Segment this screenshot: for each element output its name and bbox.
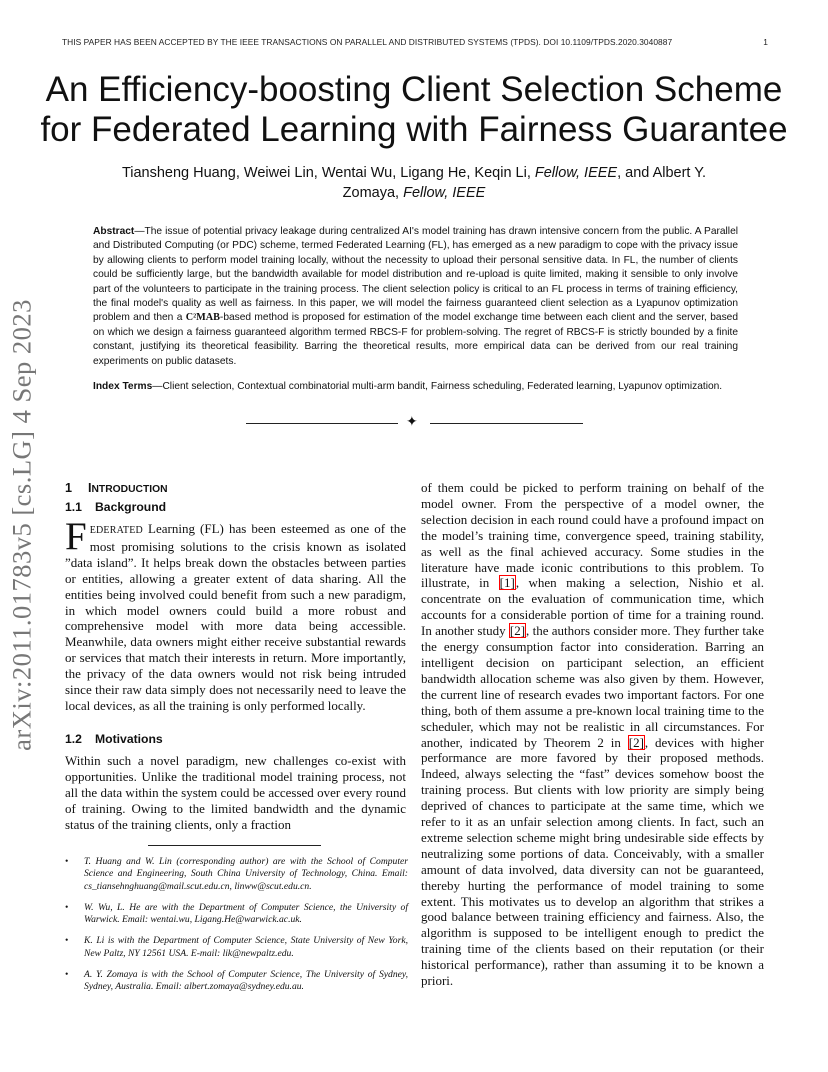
footnote-text: W. Wu, L. He are with the Department of Computer Science, the University of Warwick. Email: wentai.wu, Ligang.He@warwick.ac.uk.: [84, 901, 408, 926]
citation-link-1[interactable]: [1]: [499, 575, 515, 591]
footnotes: [65, 856, 408, 1003]
authors-part-3: Zomaya,: [342, 185, 404, 201]
bullet-icon: •: [65, 856, 69, 867]
section-number: 1: [65, 481, 73, 495]
abstract-c2mab: C²MAB: [185, 312, 220, 324]
bullet-icon: •: [65, 935, 69, 947]
title-line-2: for Federated Learning with Fairness Guarantee: [40, 110, 788, 149]
subsection-title: Motivations: [95, 731, 163, 746]
footnote-item: [65, 902, 408, 927]
right-text-4: , devices with higher performance are more favored by their proposed methods. Indeed, always selecting the “fast” devices somehow boost the training process. But clients with low priority are simply being deprived of chances to participate at the same time, which we refer to it as an unfair selection among clients. In fact, such an extreme selection scheme might bring undesirable side effects by neutralizing some portions of data. Conceivably, with a smaller amount of data involved, data diversity can not be guaranteed, thereby hurting the performance of model training to some extent. This motivates us to develop an algorithm that strikes a good balance between training efficiency and fairness. Also, the algorithm is supposed to be intelligent enough to predict the training time of the clients based on their reputation (or their historical performance), rather than assuming it to be known a priori.: [421, 734, 764, 989]
author-list: [90, 163, 738, 203]
bullet-icon: •: [65, 901, 69, 913]
footnote-item: [65, 856, 408, 893]
footnote-item: [65, 935, 408, 960]
footnote-rule: [148, 845, 321, 846]
abstract: [93, 225, 738, 369]
authors-part-2: , and Albert Y.: [617, 165, 707, 181]
background-smallcaps: EDERATED: [89, 525, 143, 536]
section-title-first: I: [88, 481, 92, 495]
subsection-heading-background: [65, 499, 406, 516]
footnote-text: A. Y. Zomaya is with the School of Computer Science, The University of Sydney, Sydney, Australia. Email: albert.zomaya@sydney.edu.au.: [84, 969, 408, 993]
authors-fellow-2: Fellow, IEEE: [403, 185, 486, 201]
background-paragraph: [65, 515, 406, 714]
separator-left-rule: [246, 423, 398, 424]
separator-right-rule: [430, 423, 583, 424]
citation-link-3[interactable]: [2]: [628, 734, 644, 750]
section-heading-introduction: [65, 480, 406, 496]
authors-part-1: Tiansheng Huang, Weiwei Lin, Wentai Wu, Ligang He, Keqin Li,: [121, 165, 535, 181]
index-terms-label: Index Terms: [93, 381, 153, 392]
paper-title: [40, 70, 788, 150]
right-text-1: of them could be picked to perform training on behalf of the model owner. From the perspective of a model owner, the selection decision in each round could have a profound impact on the model’s training time, convergence speed, training stability, as well as the final achieved accuracy. Some studies in the literature have made iconic contributions to this problem. To illustrate, in: [421, 480, 764, 591]
subsection-number: 1.1: [65, 500, 82, 514]
arxiv-stamp-container: [2, 300, 42, 750]
background-text: Learning (FL) has been esteemed as one of the most promising solutions to the crisis known as isolated ”data island”. It helps break down the obstacles between parties or entities, allowing a greater extent of data sharing. All the entities being involved could benefit from such a new paradigm, in which model owners could build a more robust and comprehensive model with more data being accessible. Meanwhile, data owners might either receive substantial rewards or services that match their interests in return. More importantly, the privacy of the data owners would not risk being intruded since their raw data simply does not necessarily need to leave the local devices, as all the training is only performed locally.: [65, 521, 406, 713]
index-terms-text: —Client selection, Contextual combinatorial multi-arm bandit, Fairness scheduling, Federated learning, Lyapunov optimization.: [152, 381, 723, 392]
running-header-text: THIS PAPER HAS BEEN ACCEPTED BY THE IEEE TRANSACTIONS ON PARALLEL AND DISTRIBUTED SYSTEMS (TPDS). DOI 10.1109/TPDS.2020.3040887: [62, 37, 673, 47]
footnote-item: [65, 969, 408, 994]
right-column: [421, 480, 764, 989]
motivations-paragraph: Within such a novel paradigm, new challenges co-exist with opportunities. Unlike the traditional model training process, not all the data within the system could be accessed over every round of training. Owing to the limited bandwidth and the dynamic status of the training clients, only a fraction: [65, 752, 406, 832]
drop-cap: F: [65, 515, 87, 558]
running-header: [62, 37, 768, 47]
footnote-text: K. Li is with the Department of Computer Science, State University of New York, New Paltz, NY 12561 USA. E-mail: lik@newpaltz.edu.: [84, 935, 408, 959]
abstract-text-1: —The issue of potential privacy leakage during centralized AI's model training has drawn intensive concern from the public. A Parallel and Distributed Computing (or PDC) scheme, termed Federated Learning (FL), has emerged as a new paradigm to cope with the privacy issue by allowing clients to perform model training locally, without the necessity to upload their personal sensitive data. In FL, the number of clients could be sufficiently large, but the bandwidth available for model distribution and re-upload is quite limited, making it sensible to only involve part of the volunteers to participate in the training process. The client selection policy is critical to an FL process in terms of training efficiency, the final model's quality as well as fairness. In this paper, we will model the fairness guaranteed client selection as a Lyapunov optimization problem and then a: [93, 226, 738, 324]
abstract-label: Abstract: [93, 226, 135, 237]
page-number: 1: [763, 37, 768, 47]
authors-fellow-1: Fellow, IEEE: [534, 165, 618, 181]
left-column: [65, 480, 406, 832]
arxiv-stamp: arXiv:2011.01783v5 [cs.LG] 4 Sep 2023: [6, 299, 37, 751]
index-terms: [93, 380, 738, 394]
bullet-icon: •: [65, 969, 69, 981]
subsection-heading-motivations: [65, 731, 406, 748]
abstract-text-2: -based method is proposed for estimation of the model exchange time between each client and the server, based on which we design a fairness guaranteed algorithm termed RBCS-F for problem-solving. The regret of RBCS-F is strictly bounded by a finite constant, justifying its theoretical feasibility. Barring the theoretical results, more empirical data can be derived from our real training experiments on public datasets.: [93, 312, 738, 367]
subsection-title: Background: [95, 500, 167, 514]
separator-diamond-icon: ✦: [406, 415, 418, 430]
footnote-text: T. Huang and W. Lin (corresponding author) are with the School of Computer Science and Engineering, South China University of Technology, China. Email: cs_tiansehnghuang@mail.scut.edu.cn, linww@scut.edu.cn.: [84, 856, 408, 892]
citation-link-2[interactable]: [2]: [509, 623, 526, 639]
right-text-3: , the authors consider more. They further take the energy consumption factor into consideration. Barring an intelligent decision on participant selection, an efficient bandwidth allocation scheme was also given by them. However, the current line of research evades two important factors. For one thing, both of them assume a pre-known local training time to the scheduler, which may not be realistic in all circumstances. For another, indicated by Theorem 2 in: [421, 623, 765, 750]
right-text-2: , when making a selection, Nishio et al. concentrate on the evaluation of communication time, which accounts for a considerable portion of time for a training round. In another study: [421, 575, 764, 639]
subsection-number: 1.2: [65, 731, 82, 746]
title-line-1: An Efficiency-boosting Client Selection Scheme: [45, 70, 783, 109]
section-title-rest: NTRODUCTION: [91, 484, 168, 495]
